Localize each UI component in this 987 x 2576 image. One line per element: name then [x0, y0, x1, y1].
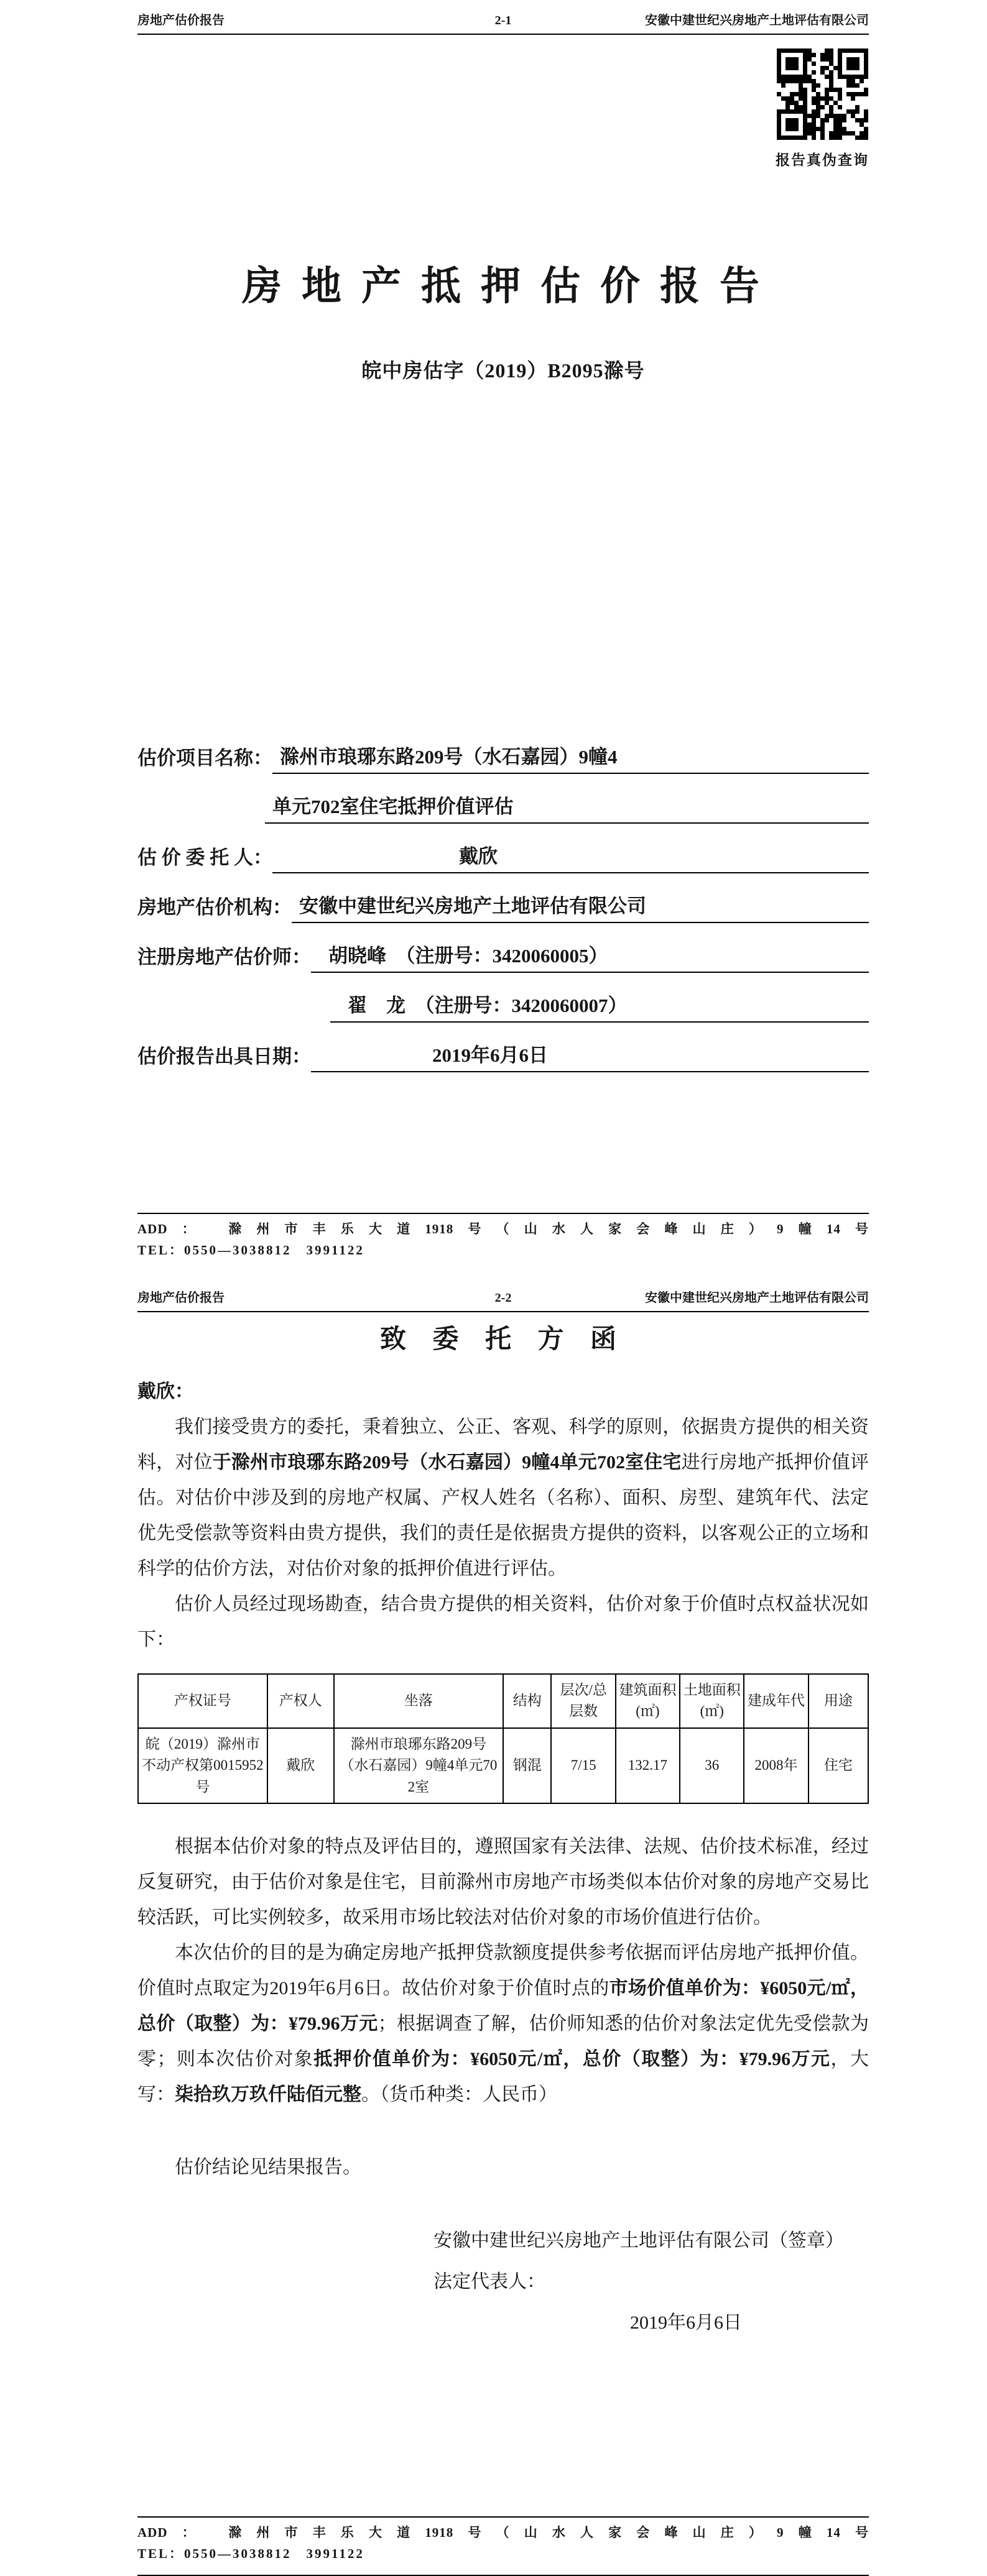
- issue-date-label: 估价报告出具日期：: [137, 1045, 311, 1067]
- header-doc-title: 房地产估价报告: [137, 14, 225, 27]
- form-row-agency: [137, 873, 869, 923]
- paragraph-text: 。（货币种类：人民币）: [361, 2084, 557, 2105]
- cell-location: 滁州市琅琊东路209号（水石嘉园）9幢4单元702室: [334, 1728, 503, 1804]
- table-row: [138, 1728, 868, 1804]
- th-location: 坐落: [334, 1674, 503, 1728]
- appraiser-1-value: 胡晓峰 （注册号：3420060005）: [311, 940, 869, 973]
- paragraph-text: ；根据调查了解，估价师知悉的估价对象法定优先受偿款为零；则本次估价对象: [137, 2013, 869, 2070]
- paragraph-conclusion-note: 估价结论见结果报告。: [175, 2157, 361, 2178]
- cell-year-built: 2008年: [744, 1728, 808, 1804]
- cell-building-area: 132.17: [616, 1728, 680, 1804]
- form-row-client: [137, 824, 869, 873]
- header-doc-title: 房地产估价报告: [137, 1291, 225, 1305]
- paragraph-text: 进行房地产抵押价值评估。对估价中涉及到的房地产权属、产权人姓名（名称）、面积、房型、建筑年代、法定优先受偿款等资料由贵方提供，我们的责任是依据贵方提供的资料，以客观公正的立场和科学的估价方法，对估价对象的抵押价值进行评估。: [137, 1451, 869, 1579]
- client-label: 估 价 委 托 人：: [137, 846, 272, 868]
- th-cert-number: 产权证号: [138, 1674, 267, 1728]
- signature-legal-representative: 法定代表人：: [433, 2271, 545, 2293]
- cover-form: [137, 724, 869, 1072]
- project-name-label: 估价项目名称：: [137, 747, 272, 769]
- signature-block: [137, 2229, 869, 2335]
- agency-value: 安徽中建世纪兴房地产土地评估有限公司: [292, 890, 869, 923]
- letter-page: [0, 1277, 987, 2576]
- property-rights-table: [137, 1673, 869, 1805]
- letter-salutation: 戴欣：: [137, 1381, 193, 1402]
- th-owner: 产权人: [267, 1674, 334, 1728]
- cell-floor: 7/15: [551, 1728, 615, 1804]
- issue-date-value: 2019年6月6日: [311, 1039, 869, 1072]
- th-structure: 结构: [503, 1674, 551, 1728]
- page-header: [137, 0, 869, 35]
- cell-owner: 戴欣: [267, 1728, 334, 1804]
- qr-caption: 报告真伪查询: [776, 152, 869, 168]
- footer-address: ADD： 滁州市丰乐大道1918号（山水人家会峰山庄）9幢14号: [137, 2525, 869, 2540]
- paragraph-valuation-result: [137, 1935, 869, 2112]
- market-value-figures: 市场价值单价为：¥6050元/㎡，总价（取整）为：¥79.96万元: [137, 1978, 869, 2035]
- cell-cert-number: 皖（2019）滁州市不动产权第0015952号: [138, 1728, 267, 1804]
- header-page-number: 2-1: [494, 14, 512, 27]
- client-value: 戴欣: [272, 840, 869, 873]
- paragraph-method: 根据本估价对象的特点及评估目的，遵照国家有关法律、法规、估价技术标准，经过反复研究，由于估价对象是住宅，目前滁州市房地产市场类似本估价对象的房地产交易比较活跃，可比实例较多，故采用市场比较法对估价对象的市场价值进行估价。: [137, 1836, 869, 1928]
- report-doc-number: 皖中房估字（2019）B2095滁号: [361, 359, 645, 382]
- th-year-built: 建成年代: [744, 1674, 808, 1728]
- signature-company: 安徽中建世纪兴房地产土地评估有限公司（签章）: [433, 2230, 844, 2252]
- paragraph-text: 我们接受贵方的委托，秉着独立、公正、客观、科学的原则，依据贵方提供的相关资料，对位: [137, 1416, 869, 1473]
- header-company-name: 安徽中建世纪兴房地产土地评估有限公司: [645, 1291, 869, 1305]
- project-name-value-line1: 滁州市琅琊东路209号（水石嘉园）9幢4: [272, 741, 869, 774]
- header-page-number: 2-2: [494, 1291, 512, 1305]
- qr-block: [776, 48, 869, 170]
- project-name-value-line2: 单元702室住宅抵押价值评估: [265, 791, 869, 824]
- paragraph-text: 本次估价的目的是为确定房地产抵押贷款额度提供参考依据而评估房地产抵押价值。价值时点取定为2019年6月6日。故估价对象于价值时点的: [137, 1943, 869, 1999]
- report-title: 房 地 产 抵 押 估 价 报 告: [242, 264, 764, 308]
- letter-title: 致 委 托 方 函: [379, 1325, 626, 1354]
- page-header: [137, 1277, 869, 1312]
- th-usage: 用途: [809, 1674, 868, 1728]
- report-cover-page: [0, 0, 987, 1277]
- page-footer: [137, 2516, 869, 2562]
- value-in-words: 柒拾玖万玖仟陆佰元整: [175, 2084, 361, 2105]
- form-row-project: [137, 724, 869, 774]
- cell-land-area: 36: [680, 1728, 744, 1804]
- footer-phone: TEL：0550—3038812 3991122: [137, 2546, 364, 2561]
- subject-property-address: 于滁州市琅琊东路209号（水石嘉园）9幢4单元702室住宅: [212, 1451, 682, 1473]
- paragraph-engagement: [137, 1409, 869, 1586]
- header-company-name: 安徽中建世纪兴房地产土地评估有限公司: [645, 14, 869, 27]
- cell-structure: 钢混: [503, 1728, 551, 1804]
- footer-address: ADD： 滁州市丰乐大道1918号（山水人家会峰山庄）9幢14号: [137, 1221, 869, 1236]
- th-floor: 层次/总层数: [551, 1674, 615, 1728]
- form-row-project-continued: [137, 774, 869, 824]
- mortgage-value-figures: 抵押价值单价为：¥6050元/㎡，总价（取整）为：¥79.96万元: [313, 2049, 831, 2070]
- qr-code: [777, 48, 868, 140]
- appraiser-label: 注册房地产估价师：: [137, 945, 311, 968]
- appraiser-2-value: 翟 龙 （注册号：3420060007）: [330, 990, 869, 1023]
- page-footer: [137, 1213, 869, 1259]
- paragraph-table-intro: 估价人员经过现场勘查，结合贵方提供的相关资料，估价对象于价值时点权益状况如下：: [137, 1593, 869, 1650]
- form-row-appraiser-1: [137, 923, 869, 973]
- cell-usage: 住宅: [809, 1728, 868, 1804]
- th-building-area: 建筑面积(㎡): [616, 1674, 680, 1728]
- signature-date: 2019年6月6日: [630, 2312, 742, 2334]
- footer-phone: TEL：0550—3038812 3991122: [137, 1243, 364, 1258]
- paragraph-text: ，大写：: [137, 2049, 869, 2105]
- form-row-appraiser-2: [137, 973, 869, 1023]
- th-land-area: 土地面积(㎡): [680, 1674, 744, 1728]
- agency-label: 房地产估价机构：: [137, 896, 292, 918]
- table-header-row: [138, 1674, 868, 1728]
- form-row-issue-date: [137, 1023, 869, 1072]
